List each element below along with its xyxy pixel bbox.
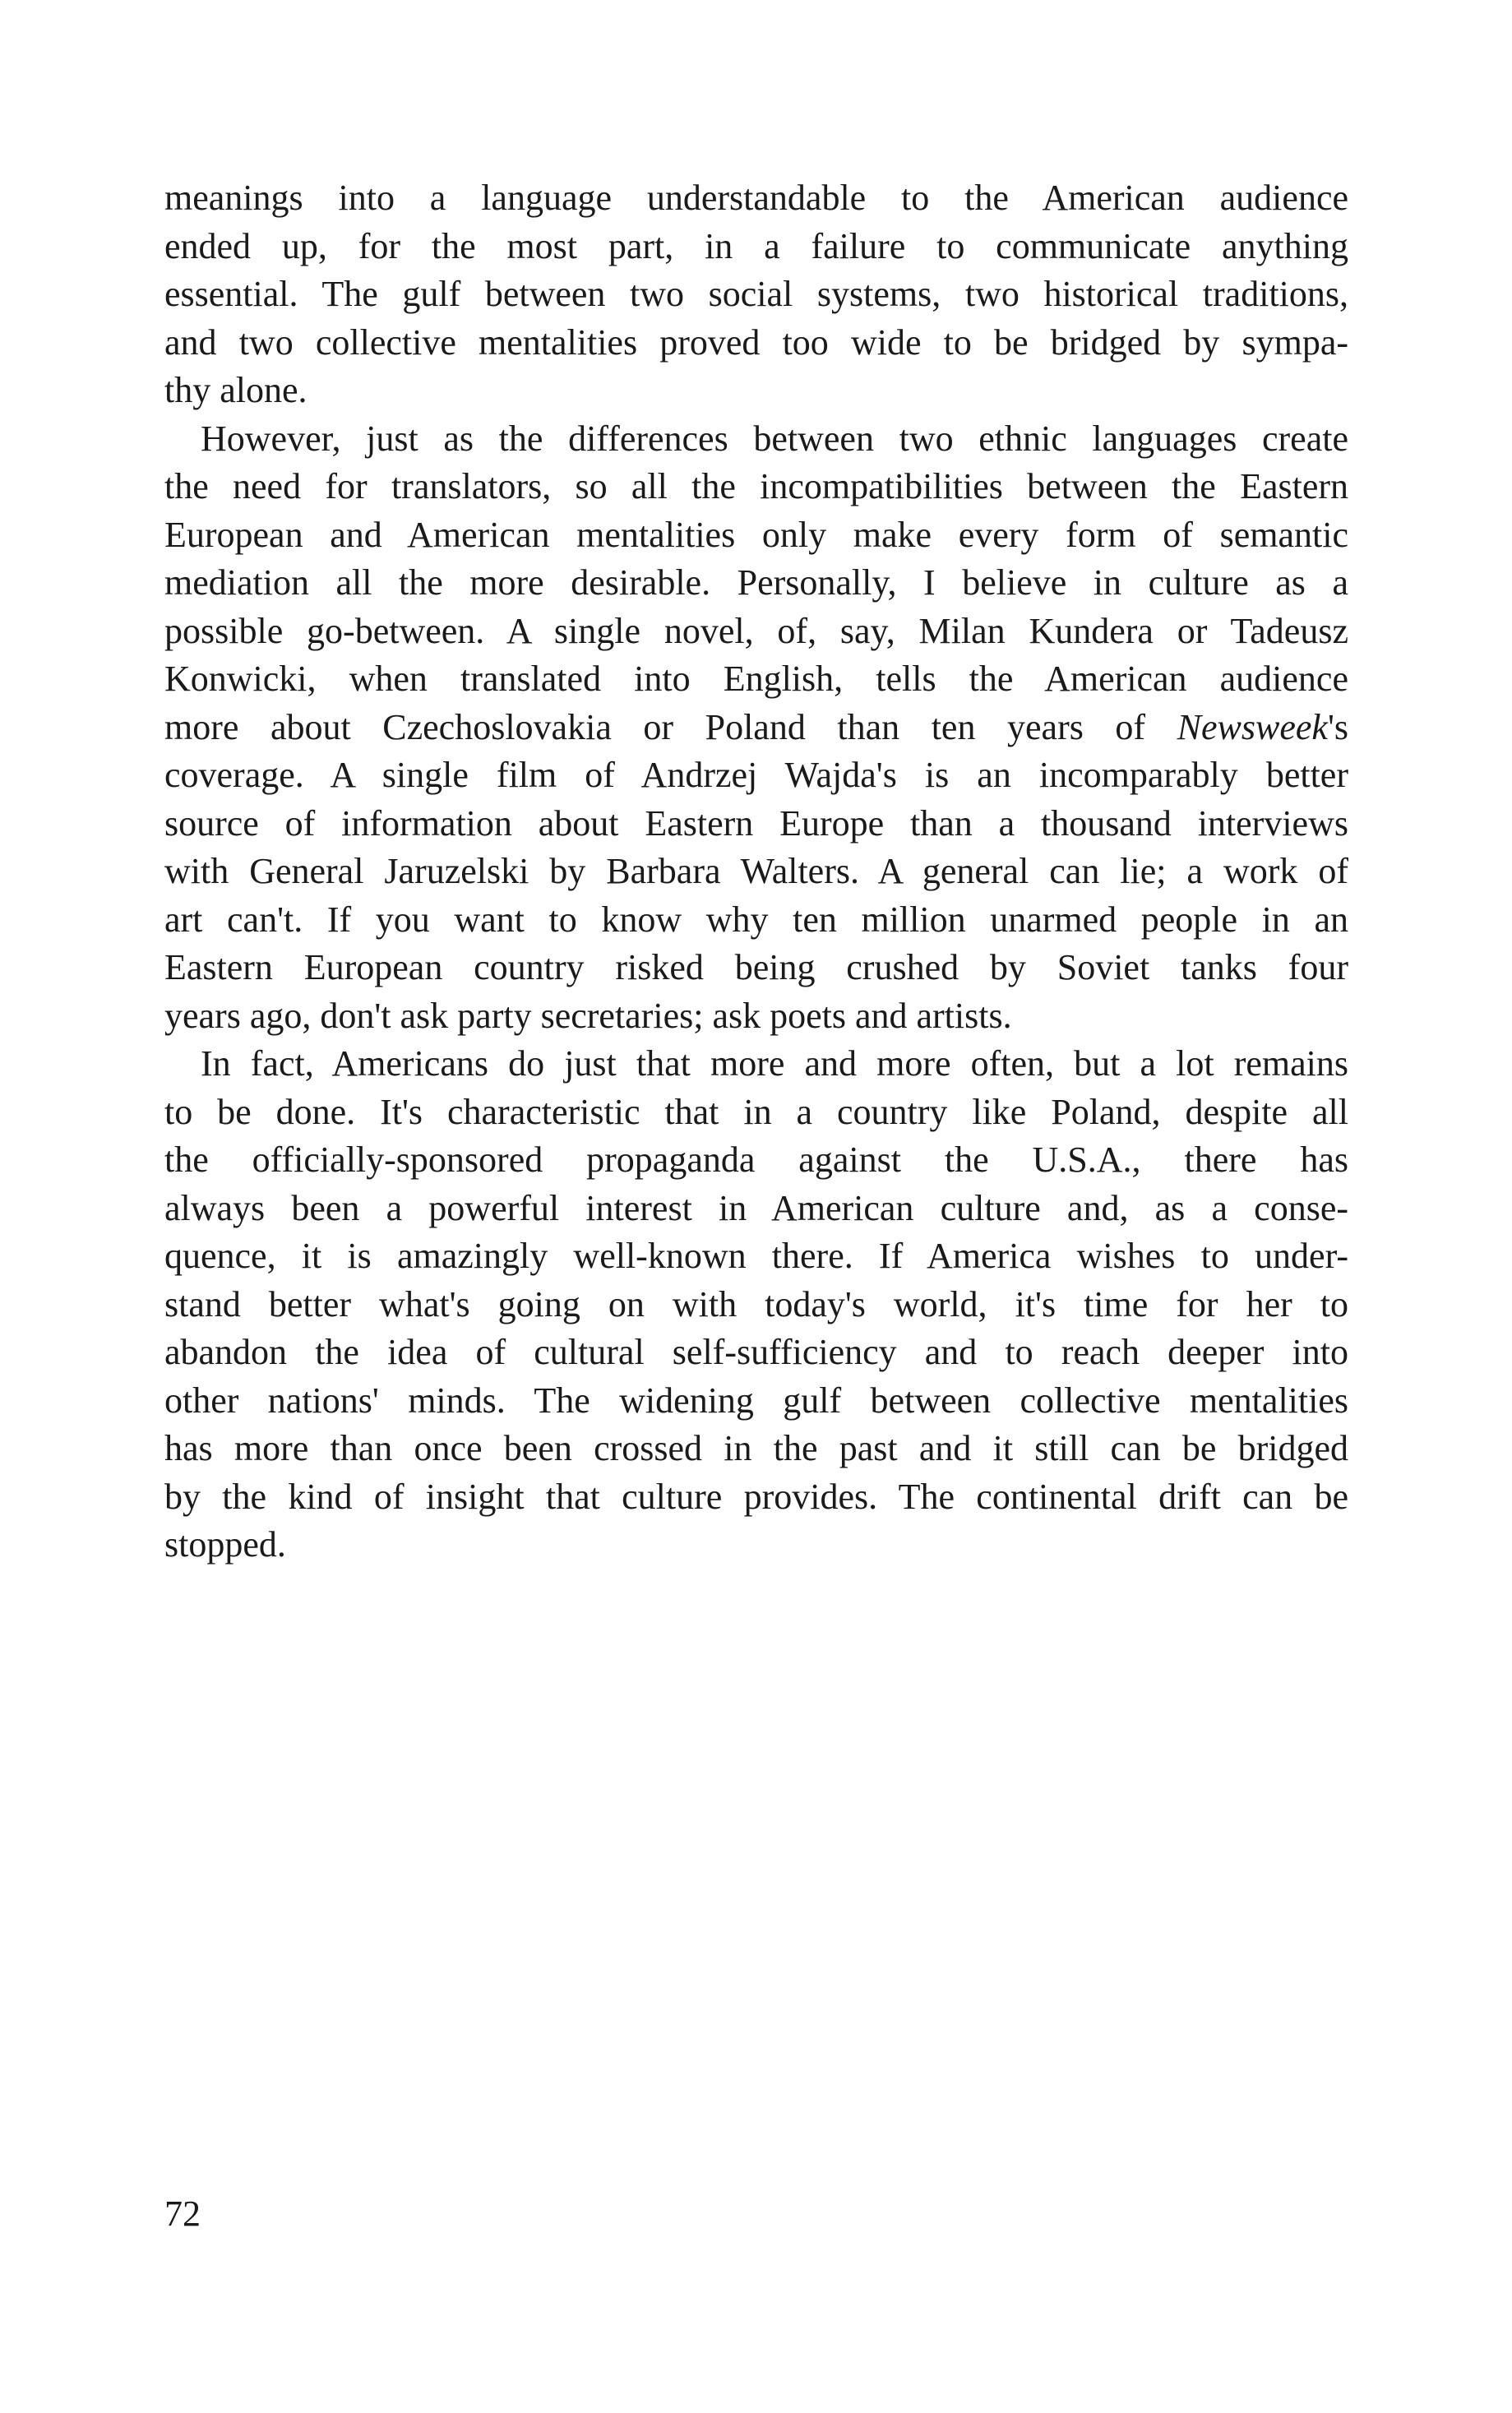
text-line: stopped. [164, 1524, 286, 1565]
text-line: art can't. If you want to know why ten million unarmed people in an [164, 899, 1348, 940]
text-line: the need for translators, so all the incompatibilities between the Eastern [164, 466, 1348, 506]
italic-title: Newsweek [1177, 706, 1328, 747]
text-line: and two collective mentalities proved too wide to be bridged by sympa- [164, 321, 1348, 363]
text-line: European and American mentalities only make every form of semantic [164, 514, 1348, 555]
text-line: always been a powerful interest in American culture and, as a conse- [164, 1187, 1348, 1228]
text-line: thy alone. [164, 370, 307, 410]
text-line [164, 704, 1348, 752]
text-line: abandon the idea of cultural self-sufficiency and to reach deeper into [164, 1332, 1348, 1372]
text-line: However, just as the differences between two ethnic languages create [201, 418, 1348, 459]
page-number: 72 [164, 2193, 201, 2234]
text-line: source of information about Eastern Europe than a thousand interviews [164, 802, 1348, 844]
text-line: Eastern European country risked being crushed by Soviet tanks four [164, 947, 1348, 987]
text-line: with General Jaruzelski by Barbara Walters. A general can lie; a work of [164, 851, 1348, 891]
text-line: Konwicki, when translated into English, tells the American audience [164, 659, 1348, 699]
text-line: ended up, for the most part, in a failure to communicate anything [164, 225, 1348, 266]
text-line: meanings into a language understandable to the American audience [164, 178, 1348, 218]
text-line: the officially-sponsored propaganda against the U.S.A., there has [164, 1139, 1348, 1180]
text-line: by the kind of insight that culture provides. The continental drift can be [164, 1476, 1348, 1517]
text-line: stand better what's going on with today's world, it's time for her to [164, 1283, 1348, 1324]
text-run: 's [1327, 706, 1348, 747]
text-line: to be done. It's characteristic that in a country like Poland, despite all [164, 1091, 1348, 1132]
text-run: more about Czechoslovakia or Poland than ten years of [164, 706, 1177, 747]
text-line: has more than once been crossed in the past and it still can be bridged [164, 1428, 1348, 1468]
body-text [164, 174, 1348, 1569]
text-line: years ago, don't ask party secretaries; ask poets and artists. [164, 995, 1012, 1036]
text-line: other nations' minds. The widening gulf between collective mentalities [164, 1380, 1348, 1421]
text-line: possible go-between. A single novel, of, say, Milan Kundera or Tadeusz [164, 610, 1348, 651]
text-line: mediation all the more desirable. Personally, I believe in culture as a [164, 562, 1348, 603]
text-line: quence, it is amazingly well-known there. If America wishes to under- [164, 1236, 1348, 1276]
text-line: coverage. A single film of Andrzej Wajda's is an incomparably better [164, 755, 1348, 795]
text-line: In fact, Americans do just that more and more often, but a lot remains [201, 1043, 1348, 1084]
text-line: essential. The gulf between two social systems, two historical traditions, [164, 274, 1348, 314]
